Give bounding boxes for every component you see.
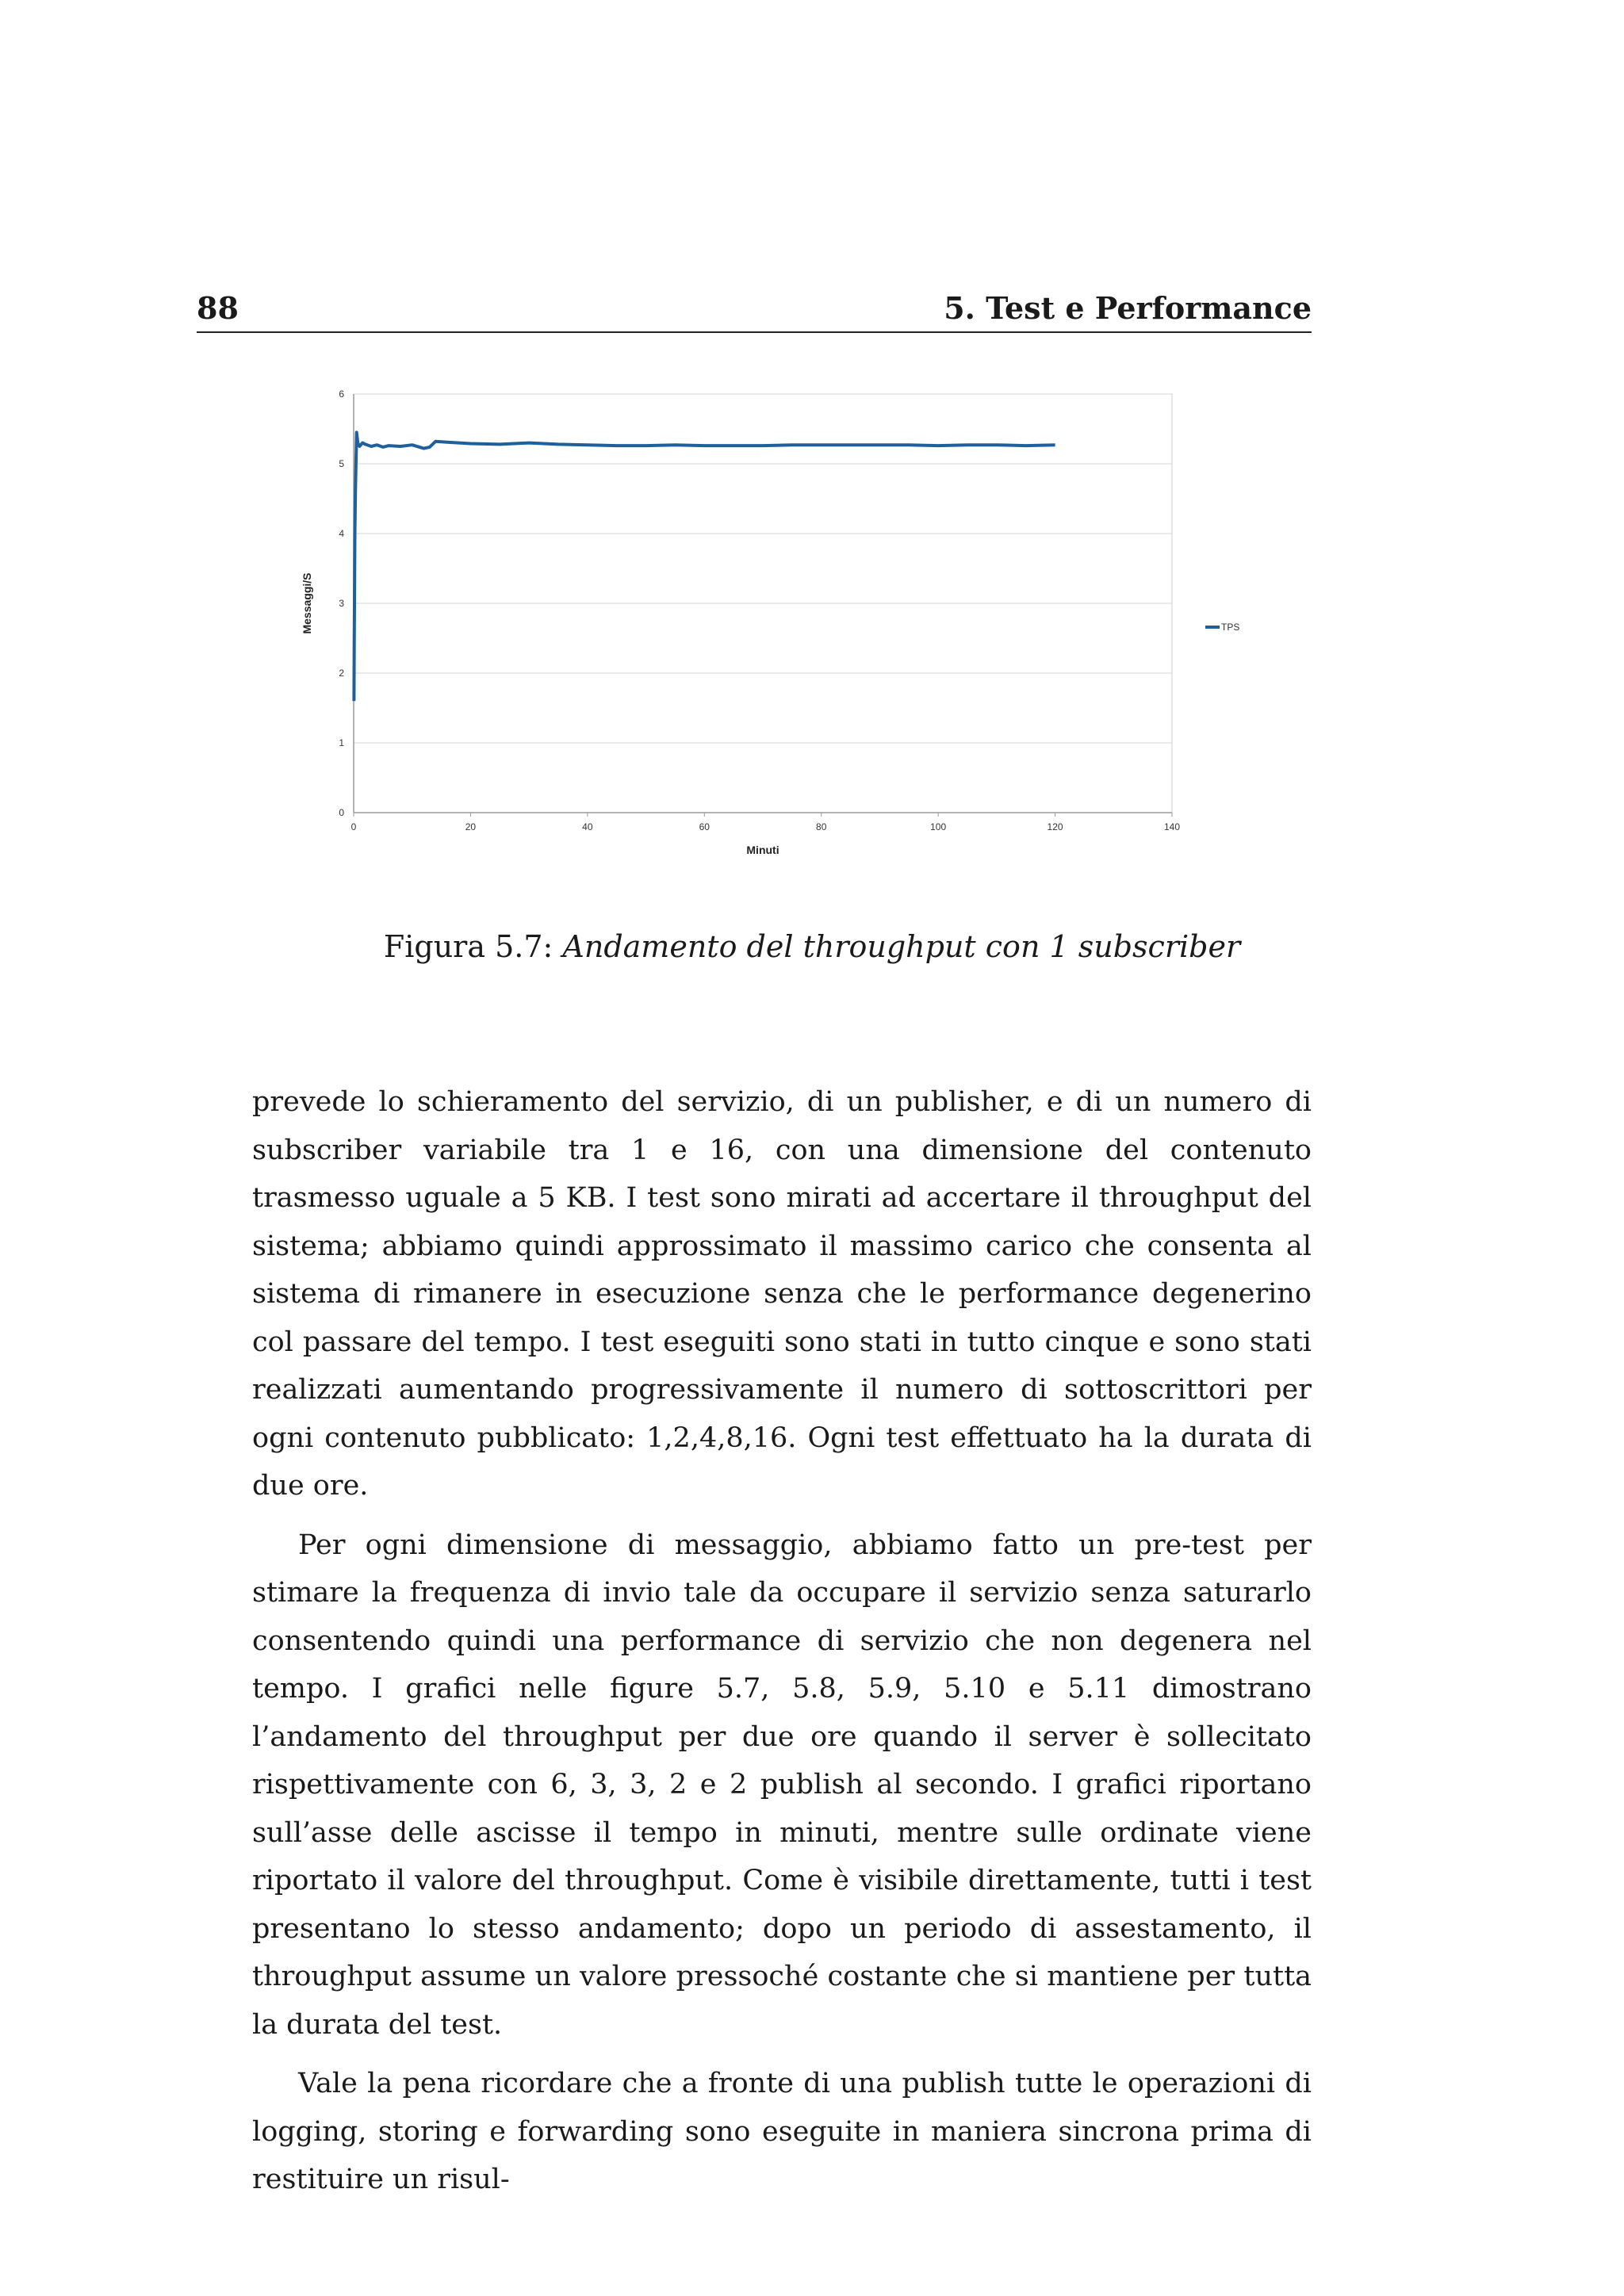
page-number: 88 xyxy=(197,290,239,326)
chapter-title: 5. Test e Performance xyxy=(944,290,1312,326)
x-tick-label: 120 xyxy=(1047,821,1063,832)
y-tick-label: 2 xyxy=(339,668,344,679)
x-tick-label: 80 xyxy=(816,821,827,832)
figure-caption xyxy=(0,929,1624,964)
x-tick-label: 0 xyxy=(350,821,357,832)
x-tick-label: 40 xyxy=(582,821,593,832)
x-tick-label: 100 xyxy=(930,821,947,832)
y-tick-label: 0 xyxy=(339,807,344,818)
y-tick-label: 6 xyxy=(339,388,344,400)
y-tick-label: 3 xyxy=(339,598,344,609)
paragraph-3: Vale la pena ricordare che a fronte di una publish tutte le operazioni di logging, storing e forwarding sono eseguite in maniera sincrona prima di restituire un risul- xyxy=(252,2068,1312,2195)
x-tick-label: 20 xyxy=(465,821,477,832)
throughput-chart xyxy=(293,388,1269,896)
y-tick-label: 4 xyxy=(339,528,344,539)
x-tick-label: 140 xyxy=(1163,821,1181,832)
throughput-figure xyxy=(293,388,1269,896)
figure-label: Figura 5.7: xyxy=(383,929,553,964)
y-tick-label: 1 xyxy=(339,737,344,748)
y-axis-title: Messaggi/S xyxy=(301,572,313,634)
running-header xyxy=(197,290,1312,333)
paragraph-1: prevede lo schieramento del servizio, di un publisher, e di un numero di subscriber variabile tra 1 e 16, con una dimensione del contenuto trasmesso uguale a 5 KB. I test sono mirati ad accertare il throughput del sistema; abbiamo quindi approssimato il massimo carico che consenta al sistema di rimanere in esecuzione senza che le performance degenerino col passare del tempo. I test eseguiti sono stati in tutto cinque e sono stati realizzati aumentando progressivamente il numero di sottoscrittori per ogni contenuto pubblicato: 1,2,4,8,16. Ogni test effettuato ha la durata di due ore. xyxy=(252,1086,1312,1502)
legend-label: TPS xyxy=(1221,622,1240,633)
paragraph-2: Per ogni dimensione di messaggio, abbiamo fatto un pre-test per stimare la frequenza di invio tale da occupare il servizio senza saturarlo consentendo quindi una performance di servizio che non degenera nel tempo. I grafici nelle figure 5.7, 5.8, 5.9, 5.10 e 5.11 dimostrano l’andamento del throughput per due ore quando il server è sollecitato rispettivamente con 6, 3, 3, 2 e 2 publish al secondo. I grafici riportano sull’asse delle ascisse il tempo in minuti, mentre sulle ordinate viene riportato il valore del throughput. Come è visibile direttamente, tutti i test presentano lo stesso andamento; dopo un periodo di assestamento, il throughput assume un valore pressoché costante che si mantiene per tutta la durata del test. xyxy=(252,1529,1312,2041)
y-tick-label: 5 xyxy=(339,458,344,469)
x-axis-title: Minuti xyxy=(746,844,779,856)
body-text xyxy=(252,1078,1312,2215)
figure-caption-text: Andamento del throughput con 1 subscriber xyxy=(562,929,1241,964)
x-tick-label: 60 xyxy=(699,821,710,832)
